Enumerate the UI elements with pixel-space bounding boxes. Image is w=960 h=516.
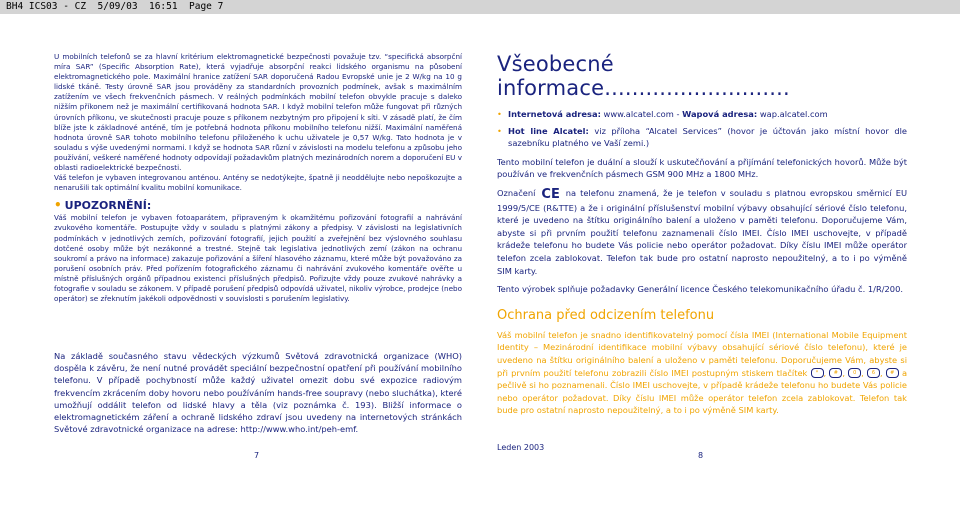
key-star-icon: * [811,368,824,378]
bullet-icon: • [497,109,502,119]
key-hash-icon: # [829,368,842,378]
page-number-left: 7 [254,451,260,460]
theft-paragraph: Váš mobilní telefon je snadno identifikovatelný pomocí čísla IMEI (International Mobile Equipment Identity – Mezinárodní identifikace mobilní výbavy obsahující sériové číslo telefonu), které je uvedeno na štítku originálního balení a uloženo v paměti telefonu. Doporučujeme Vám, abyste si při prvním použití telefonu zobrazili číslo IMEI postupným stiskem tlačítek * , # , 0 , 6 , # a pečlivě si ho poznamenali. Číslo IMEI uschovejte, v případě krádeže telefonu ho budete Vás policie nebo operátor požadovat. Díky číslu IMEI může operátor telefon zcela zablokovat. Telefon tak bude pro ostatní naprosto nepoužitelný, a to i po výměně SIM karty. [497,329,908,416]
ce-paragraph [497,187,907,277]
warning-title: UPOZORNĚNÍ: [64,199,152,213]
right-column [497,52,907,417]
sar-paragraph: U mobilních telefonů se za hlavní kritérium elektromagnetické bezpečnosti považuje tzv. “specifická absorpční míra SAR” (Specific Absorption Rate), která vyjadřuje absorpční reakci lidského organismu na působení elektromagnetického pole. Maximální hranice zatížení SAR doporučená Radou Evropské unie je 2 W/kg na 10 g lidské tkáně. Testy úrovně SAR jsou prováděny za standardních provozních podmínek, avšak s maximálním zatížením ve všech frekvenčních pásmech. V reálných podmínkách mobilní telefon obvykle pracuje s daleko nižším příkonem než je maximální certifikovaná hodnota SAR. I když mobilní telefon může fungovat při různých úrovních příkonu, ve skutečnosti pracuje pouze s příkonem nezbytným pro připojení k síti. V zásadě platí, že čím blíže jste k základnové anténě, tím je potřebná hodnota příkonu mobilního telefonu nižší. Maximální naměřená hodnota úrovně SAR tohoto mobilního telefonu přiloženého k uchu uživatele je 0,57 W/kg. Tato hodnota je v souladu s výše uvedenými normami. I když se hodnota SAR různí v závislosti na modelu telefonu a způsobu jeho používání, veškeré naměřené hodnoty odpovídají požadavkům platných mezinárodních norem a doporučení EU v oblasti radioelektrické bezpečnosti. [54,52,462,173]
page-title-text: Všeobecné informace [497,52,614,100]
key-hash-icon: # [886,368,899,378]
footer-date: Leden 2003 [497,443,545,452]
ce-before: Označení [497,187,536,198]
hotline-item [497,125,907,150]
key-six-icon: 6 [867,368,880,378]
key-zero-icon: 0 [848,368,861,378]
ce-mark-icon: CE [541,186,560,202]
theft-text: Váš mobilní telefon je snadno identifikovatelný pomocí čísla IMEI (International Mobile Equipment Identity – Mezinárodní identifikace mobilní výbavy obsahující sériové číslo telefonu), které je uvedeno na štítku originálního balení a uloženo v paměti telefonu. Doporučujeme Vám, abyste si při prvním použití telefonu zobrazili číslo IMEI postupným stiskem tlačítek [497,329,907,378]
page-number-right: 8 [698,451,704,460]
wap-label: Wapová adresa: [682,109,758,119]
who-paragraph: Na základě současného stavu vědeckých výzkumů Světová zdravotnická organizace (WHO) dospěla k závěru, že není nutné provádět speciální bezpečnostní opatření při používání mobilního telefonu. V případě pochybností může každý uživatel omezit dobu své expozice radiovým frekvencím zkrácením doby hovoru nebo používáním hands-free soupravy (nebo sluchátka), které umožňují oddálit telefon od lidské hlavy a těla (viz poznámka č. 193). Bližší informace o elektromagnetickém záření a ochraně lidského zdraví jsou uvedeny na internetových stránkách Světové zdravotnické organizace na adrese: http://www.who.int/peh-emf. [54,351,462,435]
title-dots: ........................... [604,76,790,100]
bullet-icon: • [54,198,62,213]
bullet-icon: • [497,125,502,136]
wap-value: wap.alcatel.com [757,109,828,119]
antenna-paragraph: Váš telefon je vybaven integrovanou anténou. Antény se nedotýkejte, špatně ji neoddělujte nebo nepoškozujte a nenarušili tak optimální kvalitu mobilní komunikace. [54,173,462,193]
internet-label: Internetová adresa: [508,109,601,119]
print-header-text: BH4 ICS03 - CZ 5/09/03 16:51 Page 7 [6,1,224,12]
page-title [497,52,907,100]
left-column [54,52,462,304]
internet-value: www.alcatel.com - [600,109,683,119]
hotline-value: viz příloha “Alcatel Services” (hovor je účtován jako místní hovor dle sazebníku platného ve Vaší zemi.) [508,125,908,149]
print-header [0,0,960,14]
warning-paragraph: Váš mobilní telefon je vybaven fotoaparátem, připraveným k okamžitému pořizování fotografií a nahrávání zvukového komentáře. Postupujte vždy v souladu s platnými zákony a předpisy. V závislosti na legislativních podmínkách v jednotlivých zemích, pořizování fotografií, jejich použití a zveřejnění bez výslovného souhlasu dotčené osoby může být nezákonné a trestné. Stejně tak legislativa jednotlivých zemí (zákon na ochranu soukromí a právo na informace) zakazuje pořizování a šíření hlasového záznamu, které může být považováno za porušení osobních práv. Před pořízením fotografického záznamu či nahrávání zvukového komentáře ověřte u místně příslušných orgánů případnou existenci příslušných předpisů. Pořizujte vždy pouze zvukové nahrávky a fotografie v souladu se zákonem. V případě porušení předpisů odpovídá uživatel, nikoliv výrobce, prodejce (nebo operátor) se zřeknutím jakékoli odpovědnosti v souvislosti s porušením legislativy. [54,213,462,304]
gsm-paragraph: Tento mobilní telefon je duální a slouží k uskutečňování a přijímání telefonických hovorů. Může být používán ve frekvenčních pásmech GSM 900 MHz a 1800 MHz. [497,156,907,180]
hotline-label: Hot line Alcatel: [508,125,589,136]
theft-title: Ochrana před odcizením telefonu [497,307,715,323]
license-paragraph: Tento výrobek splňuje požadavky Generální licence Českého telekomunikačního úřadu č. 1/R/200. [497,284,903,295]
who-paragraph-block [54,350,462,435]
internet-address-item [497,108,907,121]
ce-after: na telefonu znamená, že je telefon v souladu s platnou evropskou směrnicí EU 1999/5/CE (R&TTE) a že i originální příslušenství mobilní výbavy obsahující sériové číslo telefonu, které je uvedeno na štítku originálního balení a uloženo v paměti telefonu. Doporučujeme Vám, abyste si při prvním použití telefonu zaznamenali číslo IMEI. Číslo IMEI uschovejte, v případě krádeže telefonu ho budete Vás policie nebo operátor požadovat. Díky číslu IMEI může operátor telefon zcela zablokovat. Telefon tak bude pro ostatní naprosto nepoužitelný, a to i po výměně SIM karty. [497,187,908,276]
warning-heading [54,199,462,212]
theft-text-2: a pečlivě si ho poznamenali. Číslo IMEI uschovejte, v případě krádeže telefonu ho budete Vás policie nebo operátor požadovat. Díky číslu IMEI může operátor telefon zcela zablokovat. Telefon tak bude pro ostatní naprosto nepoužitelný, a to i po výměně SIM karty. [497,367,908,416]
